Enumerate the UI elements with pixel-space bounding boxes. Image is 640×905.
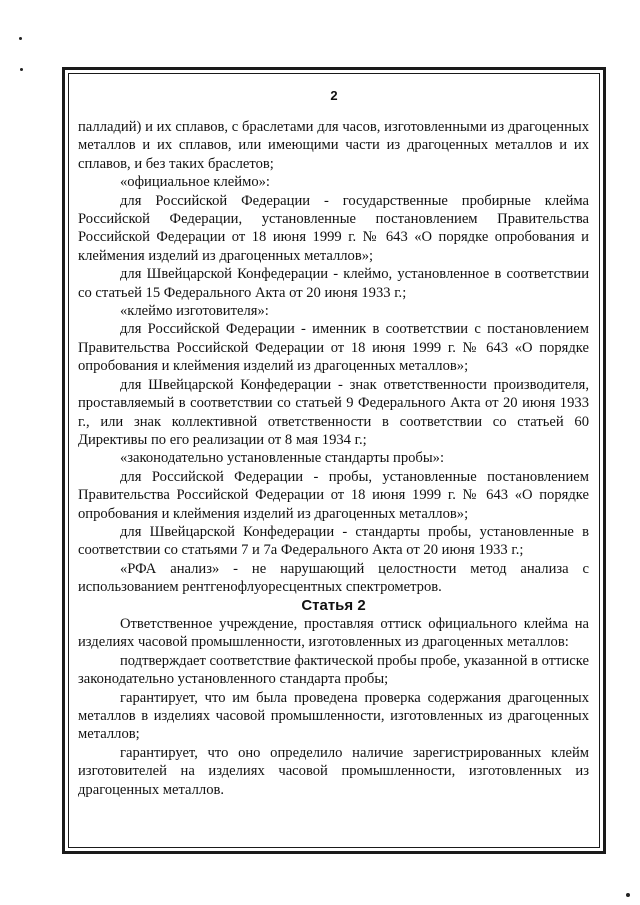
scan-speck [626,893,630,897]
paragraph-continuation: палладий) и их сплавов, с браслетами для часов, изготовленными из драгоценных металлов и их сплавов, или имеющими части из драгоценных металлов и их сплавов, и без таких браслетов; [78,119,589,172]
term-manufacturer-mark: «клеймо изготовителя»: [120,303,269,320]
paragraph-swiss-fineness: для Швейцарской Конфедерации - стандарты пробы, установленные в соответствии со статьями 7 и 7а Федерального Акта от 20 июня 1933 г.; [78,523,589,559]
paragraph-responsible-institution: Ответственное учреждение, проставляя оттиск официального клейма на изделиях часовой промышленности, изготовленных из драгоценных металлов: [78,615,589,651]
paragraph-guarantees-marks: гарантирует, что оно определило наличие зарегистрированных клейм изготовителей на изделиях часовой промышленности, изготовленных из драгоценных металлов. [78,744,589,798]
paragraph-swiss-manufacturer-mark: для Швейцарской Конфедерации - знак ответственности производителя, проставляемый в соответствии со статьей 9 Федерального Акта от 20 июня 1933 г., или знак коллективной ответственности в соответствии со статьей 60 Директивы по его реализации от 8 мая 1934 г.; [78,376,589,448]
term-official-hallmark: «официальное клеймо»: [120,174,270,191]
term-xrf-analysis: «РФА анализ» - не нарушающий целостности метод анализа с использованием рентгенофлуоресцентных спектрометров. [78,560,589,596]
paragraph-russia-manufacturer-mark: для Российской Федерации - именник в соответствии с постановлением Правительства Российской Федерации от 18 июня 1999 г. № 643 «О порядке опробования и клеймения изделий из драгоценных металлов»; [78,321,589,375]
scan-speck [20,68,23,71]
page-number: 2 [330,88,338,103]
paragraph-russia-official-hallmark: для Российской Федерации - государственные пробирные клейма Российской Федерации, установленные постановлением Правительства Российской Федерации от 18 июня 1999 г. № 643 «О порядке опробования и клеймения изделий из драгоценных металлов»; [78,192,589,264]
paragraph-swiss-official-hallmark: для Швейцарской Конфедерации - клеймо, установленное в соответствии со статьей 15 Федерального Акта от 20 июня 1933 г.; [78,266,589,301]
paragraph-confirms-fineness: подтверждает соответствие фактической пробы пробе, указанной в оттиске законодательно установленного стандарта пробы; [78,652,589,688]
scan-speck [19,37,22,40]
paragraph-guarantees-check: гарантирует, что им была проведена проверка содержания драгоценных металлов в изделиях часовой промышленности, изготовленных из драгоценных металлов; [78,689,589,743]
page-border-frame [62,67,606,854]
paragraph-russia-fineness: для Российской Федерации - пробы, установленные постановлением Правительства Российской Федерации от 18 июня 1999 г. № 643 «О порядке опробования и клеймения изделий из драгоценных металлов»; [78,468,589,522]
document-body [78,118,589,799]
article-title: Статья 2 [301,596,366,614]
term-legal-fineness-standards: «законодательно установленные стандарты пробы»: [120,450,445,467]
